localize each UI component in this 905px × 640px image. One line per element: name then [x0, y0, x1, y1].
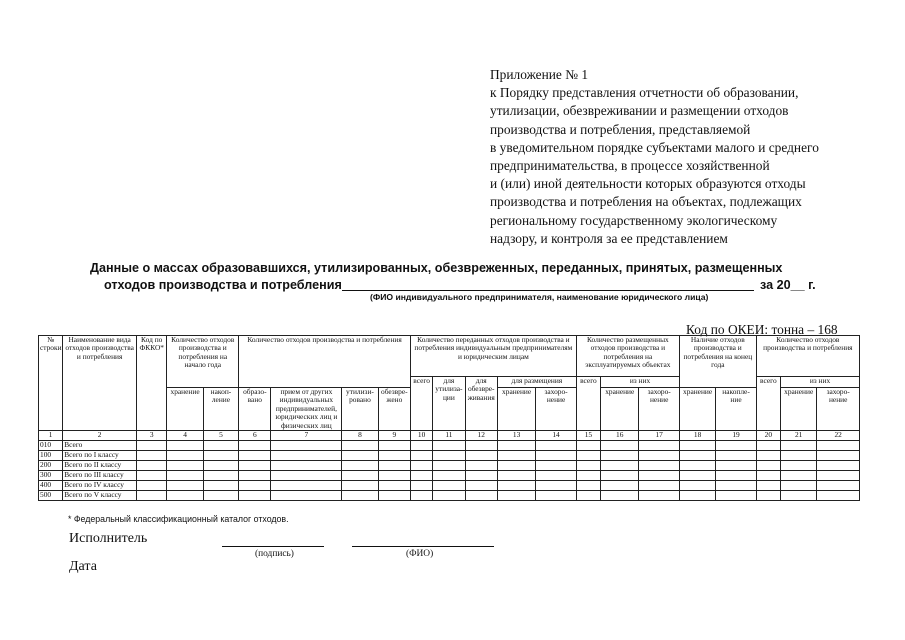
header-transfer-storage: хранение [497, 388, 535, 431]
column-number: 21 [780, 431, 816, 441]
value-cell[interactable] [817, 461, 860, 471]
waste-data-table [38, 335, 860, 501]
value-cell[interactable] [137, 491, 167, 501]
value-cell[interactable] [239, 451, 271, 461]
appendix-line: предпринимательства, в процессе хозяйственной [490, 158, 770, 174]
value-cell[interactable] [497, 451, 535, 461]
value-cell[interactable] [817, 441, 860, 451]
value-cell[interactable] [817, 481, 860, 491]
value-cell[interactable] [378, 481, 410, 491]
value-cell[interactable] [239, 441, 271, 451]
column-number: 4 [167, 431, 203, 441]
header-placed-storage: хранение [601, 388, 639, 431]
header-start-storage: хранение [167, 388, 203, 431]
value-cell[interactable] [536, 461, 576, 471]
column-number: 20 [756, 431, 780, 441]
title-line-1: Данные о массах образовавшихся, утилизированных, обезвреженных, переданных, принятых, размещенных [90, 261, 783, 275]
header-waste-name: Наименование вида отходов производства и потребления [63, 336, 137, 431]
header-for-neutralization: для обезвре-живания [465, 377, 497, 431]
table-row [39, 491, 860, 501]
value-cell[interactable] [817, 471, 860, 481]
signature-caption: (подпись) [255, 549, 294, 559]
value-cell[interactable] [465, 491, 497, 501]
header-row-number: № строки [39, 336, 63, 431]
value-cell[interactable] [601, 491, 639, 501]
value-cell[interactable] [342, 441, 378, 451]
value-cell[interactable] [756, 451, 780, 461]
value-cell[interactable] [639, 441, 679, 451]
header-for-utilization: для утилиза-ции [433, 377, 465, 431]
appendix-line: и (или) иной деятельности которых образуются отходы [490, 176, 806, 192]
column-number: 16 [601, 431, 639, 441]
value-cell[interactable] [716, 491, 756, 501]
value-cell[interactable] [167, 481, 203, 491]
value-cell[interactable] [601, 471, 639, 481]
value-cell[interactable] [433, 471, 465, 481]
column-number: 11 [433, 431, 465, 441]
value-cell[interactable] [780, 471, 816, 481]
row-code: 400 [39, 481, 63, 491]
value-cell[interactable] [576, 471, 600, 481]
value-cell[interactable] [536, 491, 576, 501]
value-cell[interactable] [271, 461, 342, 471]
column-number: 2 [63, 431, 137, 441]
value-cell[interactable] [576, 481, 600, 491]
row-label: Всего по II классу [63, 461, 137, 471]
value-cell[interactable] [679, 491, 715, 501]
value-cell[interactable] [137, 461, 167, 471]
value-cell[interactable] [410, 461, 432, 471]
header-for-placement: для размещения [497, 377, 576, 388]
value-cell[interactable] [601, 451, 639, 461]
row-label: Всего [63, 441, 137, 451]
header-placed-of-them: из них [601, 377, 680, 388]
header-start-of-year: Количество отходов производства и потребления на начало года [167, 336, 239, 388]
header-transferred-total: всего [410, 377, 432, 431]
entity-name-caption: (ФИО индивидуального предпринимателя, наименование юридического лица) [370, 292, 709, 302]
value-cell[interactable] [410, 491, 432, 501]
value-cell[interactable] [465, 481, 497, 491]
header-utilized: утилизи-ровано [342, 388, 378, 431]
value-cell[interactable] [639, 461, 679, 471]
value-cell[interactable] [378, 451, 410, 461]
header-consumption-total: всего [756, 377, 780, 431]
header-neutralized: обезвре-жено [378, 388, 410, 431]
executor-label: Исполнитель [69, 531, 148, 546]
value-cell[interactable] [203, 471, 238, 481]
value-cell[interactable] [497, 461, 535, 471]
value-cell[interactable] [203, 481, 238, 491]
row-code: 200 [39, 461, 63, 471]
value-cell[interactable] [167, 461, 203, 471]
entity-name-field[interactable] [342, 290, 754, 291]
value-cell[interactable] [167, 441, 203, 451]
value-cell[interactable] [756, 441, 780, 451]
header-end-storage: хранение [679, 388, 715, 431]
value-cell[interactable] [817, 491, 860, 501]
value-cell[interactable] [639, 491, 679, 501]
value-cell[interactable] [536, 451, 576, 461]
header-consumption-group: Количество отходов производства и потребления [756, 336, 859, 377]
column-number: 5 [203, 431, 238, 441]
header-formed-group: Количество отходов производства и потребления [239, 336, 411, 388]
signature-field[interactable] [222, 546, 324, 547]
value-cell[interactable] [378, 461, 410, 471]
value-cell[interactable] [536, 471, 576, 481]
value-cell[interactable] [203, 451, 238, 461]
value-cell[interactable] [536, 481, 576, 491]
value-cell[interactable] [342, 451, 378, 461]
column-number: 14 [536, 431, 576, 441]
value-cell[interactable] [433, 441, 465, 451]
value-cell[interactable] [576, 441, 600, 451]
value-cell[interactable] [239, 471, 271, 481]
column-number: 6 [239, 431, 271, 441]
value-cell[interactable] [203, 461, 238, 471]
value-cell[interactable] [679, 451, 715, 461]
value-cell[interactable] [410, 441, 432, 451]
value-cell[interactable] [601, 481, 639, 491]
column-numbers-row [39, 431, 860, 441]
column-number: 22 [817, 431, 860, 441]
fio-field[interactable] [352, 546, 494, 547]
row-code: 100 [39, 451, 63, 461]
value-cell[interactable] [239, 491, 271, 501]
row-code: 300 [39, 471, 63, 481]
value-cell[interactable] [137, 471, 167, 481]
value-cell[interactable] [271, 451, 342, 461]
appendix-line: в уведомительном порядке субъектами малого и среднего [490, 139, 819, 155]
value-cell[interactable] [433, 491, 465, 501]
value-cell[interactable] [639, 481, 679, 491]
table-row [39, 451, 860, 461]
value-cell[interactable] [536, 441, 576, 451]
appendix-line: к Порядку представления отчетности об образовании, [490, 85, 799, 101]
value-cell[interactable] [137, 441, 167, 451]
value-cell[interactable] [465, 461, 497, 471]
value-cell[interactable] [576, 491, 600, 501]
value-cell[interactable] [756, 461, 780, 471]
header-consumption-of-them: из них [780, 377, 859, 388]
column-number: 15 [576, 431, 600, 441]
title-line-2: отходов производства и потребления [104, 278, 342, 292]
header-end-accumulation: накопле-ние [716, 388, 756, 431]
column-number: 13 [497, 431, 535, 441]
value-cell[interactable] [780, 481, 816, 491]
value-cell[interactable] [756, 471, 780, 481]
value-cell[interactable] [716, 461, 756, 471]
report-year: за 20__ г. [760, 278, 816, 292]
column-number: 18 [679, 431, 715, 441]
value-cell[interactable] [203, 441, 238, 451]
value-cell[interactable] [601, 461, 639, 471]
value-cell[interactable] [239, 481, 271, 491]
appendix-line: производства и потребления, представляемой [490, 121, 751, 137]
value-cell[interactable] [410, 451, 432, 461]
value-cell[interactable] [497, 441, 535, 451]
value-cell[interactable] [378, 471, 410, 481]
value-cell[interactable] [465, 441, 497, 451]
table-row [39, 481, 860, 491]
value-cell[interactable] [497, 471, 535, 481]
value-cell[interactable] [378, 491, 410, 501]
row-label: Всего по V классу [63, 491, 137, 501]
column-number: 19 [716, 431, 756, 441]
value-cell[interactable] [167, 491, 203, 501]
row-label: Всего по III классу [63, 471, 137, 481]
value-cell[interactable] [679, 471, 715, 481]
column-number: 10 [410, 431, 432, 441]
value-cell[interactable] [271, 491, 342, 501]
header-transferred-group: Количество переданных отходов производства и потребления индивидуальным предпринимателям и юридическим лицам [410, 336, 576, 377]
table-row [39, 441, 860, 451]
value-cell[interactable] [679, 441, 715, 451]
value-cell[interactable] [203, 491, 238, 501]
header-fkko-code: Код по ФККО* [137, 336, 167, 431]
header-formed: образо-вано [239, 388, 271, 431]
value-cell[interactable] [756, 491, 780, 501]
row-code: 010 [39, 441, 63, 451]
value-cell[interactable] [716, 481, 756, 491]
header-transfer-burial: захоро-нение [536, 388, 576, 431]
column-number: 17 [639, 431, 679, 441]
value-cell[interactable] [780, 491, 816, 501]
value-cell[interactable] [716, 451, 756, 461]
value-cell[interactable] [271, 441, 342, 451]
value-cell[interactable] [410, 471, 432, 481]
value-cell[interactable] [780, 441, 816, 451]
appendix-block [490, 66, 890, 248]
value-cell[interactable] [817, 451, 860, 461]
value-cell[interactable] [410, 481, 432, 491]
value-cell[interactable] [679, 461, 715, 471]
okei-code: Код по ОКЕИ: тонна – 168 [686, 322, 838, 337]
header-consumption-storage: хранение [780, 388, 816, 431]
column-number: 7 [271, 431, 342, 441]
appendix-line: надзору, и контроля за ее представлением [490, 230, 728, 246]
value-cell[interactable] [342, 471, 378, 481]
value-cell[interactable] [679, 481, 715, 491]
value-cell[interactable] [639, 451, 679, 461]
value-cell[interactable] [167, 471, 203, 481]
value-cell[interactable] [271, 471, 342, 481]
value-cell[interactable] [271, 481, 342, 491]
value-cell[interactable] [497, 481, 535, 491]
header-placed-total: всего [576, 377, 600, 431]
value-cell[interactable] [465, 451, 497, 461]
appendix-line: Приложение № 1 [490, 67, 589, 82]
value-cell[interactable] [433, 481, 465, 491]
fio-caption: (ФИО) [406, 549, 434, 559]
value-cell[interactable] [342, 461, 378, 471]
date-label: Дата [69, 559, 97, 574]
value-cell[interactable] [433, 451, 465, 461]
appendix-line: производства и потребления на объектах, подлежащих [490, 194, 802, 210]
column-number: 8 [342, 431, 378, 441]
table-row [39, 461, 860, 471]
header-placed-burial: захоро-нение [639, 388, 679, 431]
value-cell[interactable] [342, 491, 378, 501]
column-number: 1 [39, 431, 63, 441]
value-cell[interactable] [756, 481, 780, 491]
value-cell[interactable] [137, 481, 167, 491]
value-cell[interactable] [239, 461, 271, 471]
value-cell[interactable] [780, 451, 816, 461]
value-cell[interactable] [716, 471, 756, 481]
footnote: * Федеральный классификационный каталог отходов. [68, 514, 289, 524]
row-label: Всего по IV классу [63, 481, 137, 491]
value-cell[interactable] [497, 491, 535, 501]
row-code: 500 [39, 491, 63, 501]
column-number: 12 [465, 431, 497, 441]
column-number: 9 [378, 431, 410, 441]
table-row [39, 471, 860, 481]
value-cell[interactable] [601, 441, 639, 451]
appendix-line: утилизации, обезвреживании и размещении отходов [490, 103, 789, 119]
column-number: 3 [137, 431, 167, 441]
value-cell[interactable] [167, 451, 203, 461]
value-cell[interactable] [378, 441, 410, 451]
header-start-accumulation: накоп-ление [203, 388, 238, 431]
value-cell[interactable] [433, 461, 465, 471]
value-cell[interactable] [342, 481, 378, 491]
value-cell[interactable] [716, 441, 756, 451]
header-end-of-year: Наличие отходов производства и потребления на конец года [679, 336, 756, 388]
value-cell[interactable] [576, 461, 600, 471]
value-cell[interactable] [780, 461, 816, 471]
value-cell[interactable] [576, 451, 600, 461]
appendix-line: региональному государственному экологическому [490, 212, 778, 228]
header-consumption-burial: захоро-нение [817, 388, 860, 431]
value-cell[interactable] [639, 471, 679, 481]
header-received: прием от других индивидуальных предпринимателей, юридических лиц и физических лиц [271, 388, 342, 431]
header-placed-group: Количество размещенных отходов производства и потребления на эксплуатируемых объектах [576, 336, 679, 377]
row-label: Всего по I классу [63, 451, 137, 461]
value-cell[interactable] [465, 471, 497, 481]
table-body [39, 441, 860, 501]
value-cell[interactable] [137, 451, 167, 461]
